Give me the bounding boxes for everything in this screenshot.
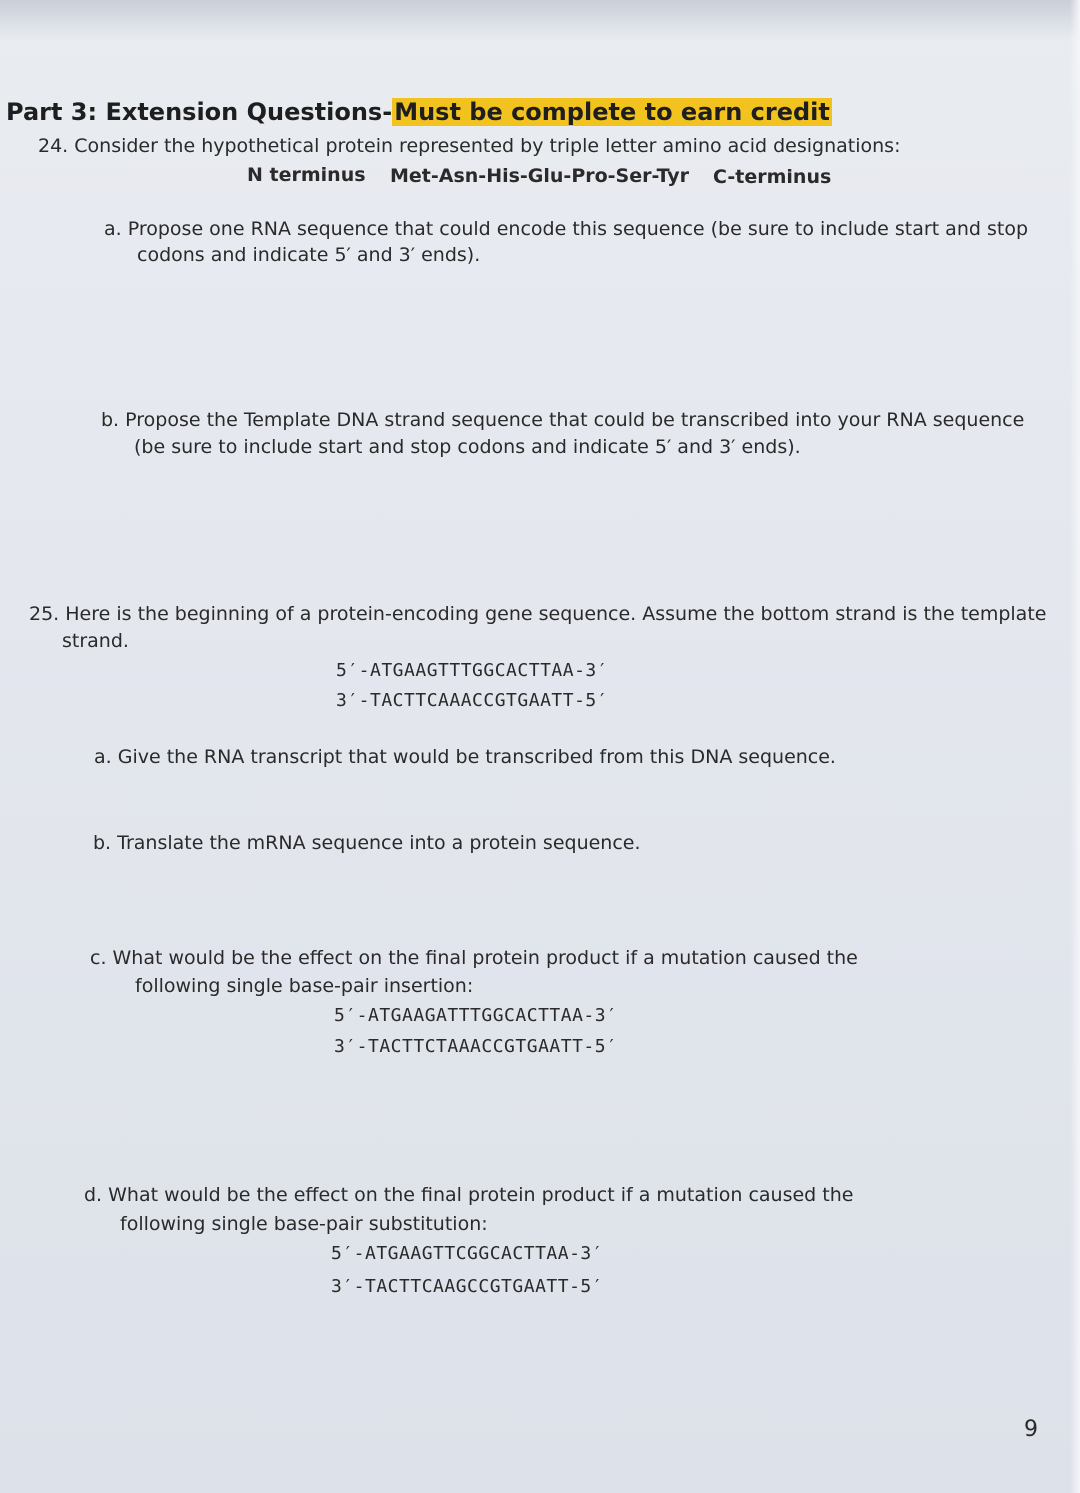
section-heading <box>6 98 832 126</box>
page-right-edge <box>1070 0 1080 1493</box>
q25c-line1: c. What would be the effect on the final protein product if a mutation caused the <box>90 947 858 969</box>
q24-prompt: 24. Consider the hypothetical protein represented by triple letter amino acid designations: <box>38 135 901 157</box>
q24a-line1: a. Propose one RNA sequence that could encode this sequence (be sure to include start and stop <box>104 218 1029 240</box>
q25c-seq-top: 5′-ATGAAGATTTGGCACTTAA-3′ <box>334 1005 618 1026</box>
q25-seq-top: 5′-ATGAAGTTTGGCACTTAA-3′ <box>336 660 609 681</box>
q24a-line2: codons and indicate 5′ and 3′ ends). <box>137 244 481 266</box>
q24-sequence: Met-Asn-His-Glu-Pro-Ser-Tyr <box>390 165 690 187</box>
q25c-line2: following single base-pair insertion: <box>135 975 474 997</box>
page-number: 9 <box>1024 1417 1038 1442</box>
q25-prompt-line1: 25. Here is the beginning of a protein-encoding gene sequence. Assume the bottom strand is the template <box>29 603 1047 625</box>
q25d-line1: d. What would be the effect on the final protein product if a mutation caused the <box>84 1184 854 1206</box>
heading-part: Part 3: Extension Questions- <box>6 98 393 126</box>
q25-prompt-line2: strand. <box>62 630 129 652</box>
q25b: b. Translate the mRNA sequence into a protein sequence. <box>93 832 641 854</box>
q24b-line1: b. Propose the Template DNA strand sequence that could be transcribed into your RNA sequence <box>101 409 1025 431</box>
q24b-line2: (be sure to include start and stop codons and indicate 5′ and 3′ ends). <box>134 436 801 458</box>
q24-c-terminus: C-terminus <box>713 166 832 188</box>
heading-highlight: Must be complete to earn credit <box>394 98 830 126</box>
page-top-shadow <box>0 0 1080 40</box>
q25a: a. Give the RNA transcript that would be transcribed from this DNA sequence. <box>94 746 836 768</box>
q25c-seq-bottom: 3′-TACTTCTAAACCGTGAATT-5′ <box>334 1036 618 1057</box>
q25d-seq-top: 5′-ATGAAGTTCGGCACTTAA-3′ <box>331 1243 604 1264</box>
q25d-seq-bottom: 3′-TACTTCAAGCCGTGAATT-5′ <box>331 1276 604 1297</box>
q25d-line2: following single base-pair substitution: <box>120 1213 488 1235</box>
q25-seq-bottom: 3′-TACTTCAAACCGTGAATT-5′ <box>336 690 609 711</box>
q24-n-terminus: N terminus <box>247 164 366 186</box>
